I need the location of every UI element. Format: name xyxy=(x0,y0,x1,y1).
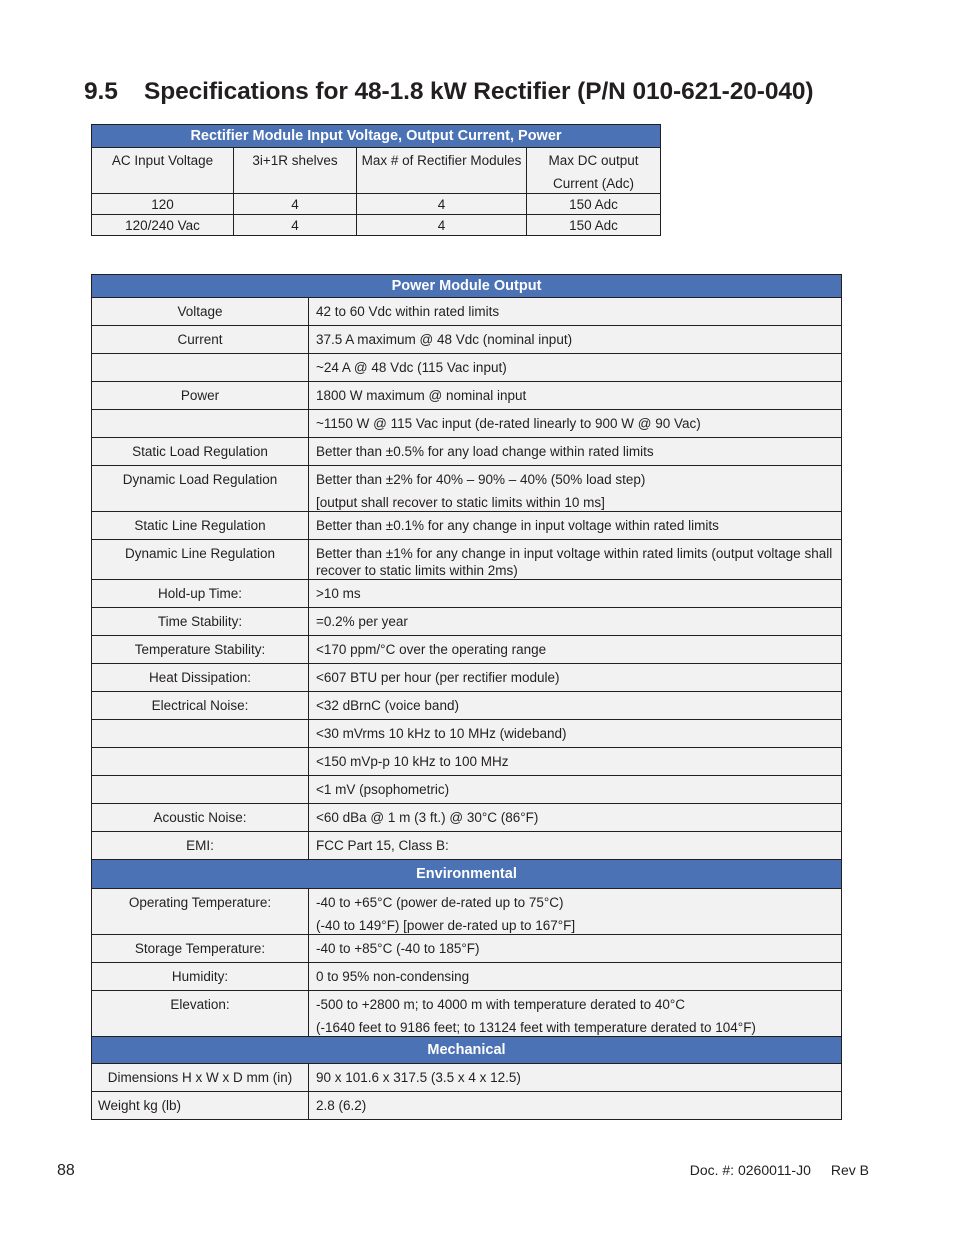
cell-dc-output: 150 Adc xyxy=(527,215,661,236)
spec-row-dimensions xyxy=(92,1064,842,1092)
spec-label: Hold-up Time: xyxy=(92,580,309,608)
spec-row-storage-temperature xyxy=(92,935,842,963)
input-voltage-table xyxy=(91,124,661,236)
cell-ac-input: 120/240 Vac xyxy=(92,215,234,236)
spec-row-electrical-noise xyxy=(92,692,842,720)
spec-value: 0 to 95% non-condensing xyxy=(309,963,842,991)
spec-row-heat-dissipation xyxy=(92,664,842,692)
spec-label: Current xyxy=(92,326,309,354)
spec-value: 42 to 60 Vdc within rated limits xyxy=(309,298,842,326)
cell-modules: 4 xyxy=(357,215,527,236)
spec-label: Dynamic Line Regulation xyxy=(92,540,309,580)
spec-value: -40 to +85°C (-40 to 185°F) xyxy=(309,935,842,963)
spec-row-power-continued xyxy=(92,410,842,438)
spec-label-empty xyxy=(92,748,309,776)
table-row xyxy=(92,194,661,215)
spec-row-time-stability xyxy=(92,608,842,636)
document-number xyxy=(690,1162,869,1178)
spec-label: Weight kg (lb) xyxy=(92,1092,309,1120)
table-row xyxy=(92,215,661,236)
spec-value-line2: (-1640 feet to 9186 feet; to 13124 feet with temperature derated to 104°F) xyxy=(316,1020,756,1035)
section-number: 9.5 xyxy=(84,78,118,105)
spec-row-electrical-noise-continued xyxy=(92,748,842,776)
column-max-dc-output-line2: Current (Adc) xyxy=(552,176,635,191)
spec-value: =0.2% per year xyxy=(309,608,842,636)
page-number: 88 xyxy=(57,1162,75,1179)
spec-value-line1: -500 to +2800 m; to 4000 m with temperature derated to 40°C xyxy=(316,997,685,1012)
column-shelves: 3i+1R shelves xyxy=(234,148,357,194)
section-title-text: Specifications for 48-1.8 kW Rectifier (P/N 010-621-20-040) xyxy=(144,78,814,105)
spec-value-line2: (-40 to 149°F) [power de-rated up to 167°F] xyxy=(316,918,576,933)
spec-label: Elevation: xyxy=(92,991,309,1037)
spec-row-humidity xyxy=(92,963,842,991)
specifications-table xyxy=(91,274,842,1120)
spec-label: EMI: xyxy=(92,832,309,860)
column-max-dc-output-line1: Max DC output xyxy=(548,153,639,168)
spec-label: Acoustic Noise: xyxy=(92,804,309,832)
column-max-rectifier-modules: Max # of Rectifier Modules xyxy=(357,148,527,194)
input-table-header: Rectifier Module Input Voltage, Output Current, Power xyxy=(92,125,661,148)
spec-value: <170 ppm/°C over the operating range xyxy=(309,636,842,664)
spec-row-electrical-noise-continued xyxy=(92,776,842,804)
spec-value: 1800 W maximum @ nominal input xyxy=(309,382,842,410)
spec-value: <30 mVrms 10 kHz to 10 MHz (wideband) xyxy=(309,720,842,748)
spec-row-weight xyxy=(92,1092,842,1120)
spec-value: >10 ms xyxy=(309,580,842,608)
revision: Rev B xyxy=(830,1162,869,1178)
mechanical-header: Mechanical xyxy=(92,1037,842,1064)
spec-row-acoustic-noise xyxy=(92,804,842,832)
spec-label: Static Load Regulation xyxy=(92,438,309,466)
spec-row-hold-up-time xyxy=(92,580,842,608)
spec-label: Power xyxy=(92,382,309,410)
spec-value: 2.8 (6.2) xyxy=(309,1092,842,1120)
doc-id: Doc. #: 0260011-J0 xyxy=(689,1162,811,1178)
spec-row-dynamic-load-regulation xyxy=(92,466,842,512)
spec-row-dynamic-line-regulation xyxy=(92,540,842,580)
spec-label: Operating Temperature: xyxy=(92,889,309,935)
cell-modules: 4 xyxy=(357,194,527,215)
spec-label-empty xyxy=(92,720,309,748)
cell-dc-output: 150 Adc xyxy=(527,194,661,215)
spec-row-temperature-stability xyxy=(92,636,842,664)
spec-row-power xyxy=(92,382,842,410)
spec-label: Storage Temperature: xyxy=(92,935,309,963)
spec-label-empty xyxy=(92,410,309,438)
spec-value: <32 dBrnC (voice band) xyxy=(309,692,842,720)
spec-value: <150 mVp-p 10 kHz to 100 MHz xyxy=(309,748,842,776)
input-table-column-row xyxy=(92,148,661,194)
spec-value-line1: -40 to +65°C (power de-rated up to 75°C) xyxy=(316,895,564,910)
environmental-header: Environmental xyxy=(92,860,842,889)
spec-label-empty xyxy=(92,776,309,804)
spec-label: Time Stability: xyxy=(92,608,309,636)
spec-value xyxy=(309,991,842,1037)
spec-label: Temperature Stability: xyxy=(92,636,309,664)
spec-label-empty xyxy=(92,354,309,382)
spec-label: Electrical Noise: xyxy=(92,692,309,720)
cell-ac-input: 120 xyxy=(92,194,234,215)
spec-row-static-load-regulation xyxy=(92,438,842,466)
power-module-output-header: Power Module Output xyxy=(92,275,842,298)
spec-row-elevation xyxy=(92,991,842,1037)
spec-value: <607 BTU per hour (per rectifier module) xyxy=(309,664,842,692)
spec-value: ~24 A @ 48 Vdc (115 Vac input) xyxy=(309,354,842,382)
spec-label: Voltage xyxy=(92,298,309,326)
spec-label: Dynamic Load Regulation xyxy=(92,466,309,512)
spec-label: Heat Dissipation: xyxy=(92,664,309,692)
spec-value-line2: [output shall recover to static limits within 10 ms] xyxy=(316,495,605,510)
cell-shelves: 4 xyxy=(234,215,357,236)
spec-value-line1: Better than ±2% for 40% – 90% – 40% (50% load step) xyxy=(316,472,646,487)
spec-value: FCC Part 15, Class B: xyxy=(309,832,842,860)
spec-label: Static Line Regulation xyxy=(92,512,309,540)
spec-row-current xyxy=(92,326,842,354)
spec-label: Humidity: xyxy=(92,963,309,991)
spec-value: Better than ±0.1% for any change in input voltage within rated limits xyxy=(309,512,842,540)
spec-row-operating-temperature xyxy=(92,889,842,935)
spec-row-current-continued xyxy=(92,354,842,382)
section-title xyxy=(84,78,813,106)
spec-row-emi xyxy=(92,832,842,860)
spec-value: Better than ±0.5% for any load change within rated limits xyxy=(309,438,842,466)
spec-value: 90 x 101.6 x 317.5 (3.5 x 4 x 12.5) xyxy=(309,1064,842,1092)
spec-value: Better than ±1% for any change in input voltage within rated limits (output voltage shall recover to static limits within 2ms) xyxy=(309,540,842,580)
spec-row-voltage xyxy=(92,298,842,326)
column-max-dc-output xyxy=(527,148,661,194)
spec-value xyxy=(309,466,842,512)
spec-value: <60 dBa @ 1 m (3 ft.) @ 30°C (86°F) xyxy=(309,804,842,832)
spec-value: <1 mV (psophometric) xyxy=(309,776,842,804)
spec-value xyxy=(309,889,842,935)
cell-shelves: 4 xyxy=(234,194,357,215)
column-ac-input-voltage: AC Input Voltage xyxy=(92,148,234,194)
spec-value: 37.5 A maximum @ 48 Vdc (nominal input) xyxy=(309,326,842,354)
spec-value: ~1150 W @ 115 Vac input (de-rated linearly to 900 W @ 90 Vac) xyxy=(309,410,842,438)
spec-row-static-line-regulation xyxy=(92,512,842,540)
spec-row-electrical-noise-continued xyxy=(92,720,842,748)
spec-label: Dimensions H x W x D mm (in) xyxy=(92,1064,309,1092)
